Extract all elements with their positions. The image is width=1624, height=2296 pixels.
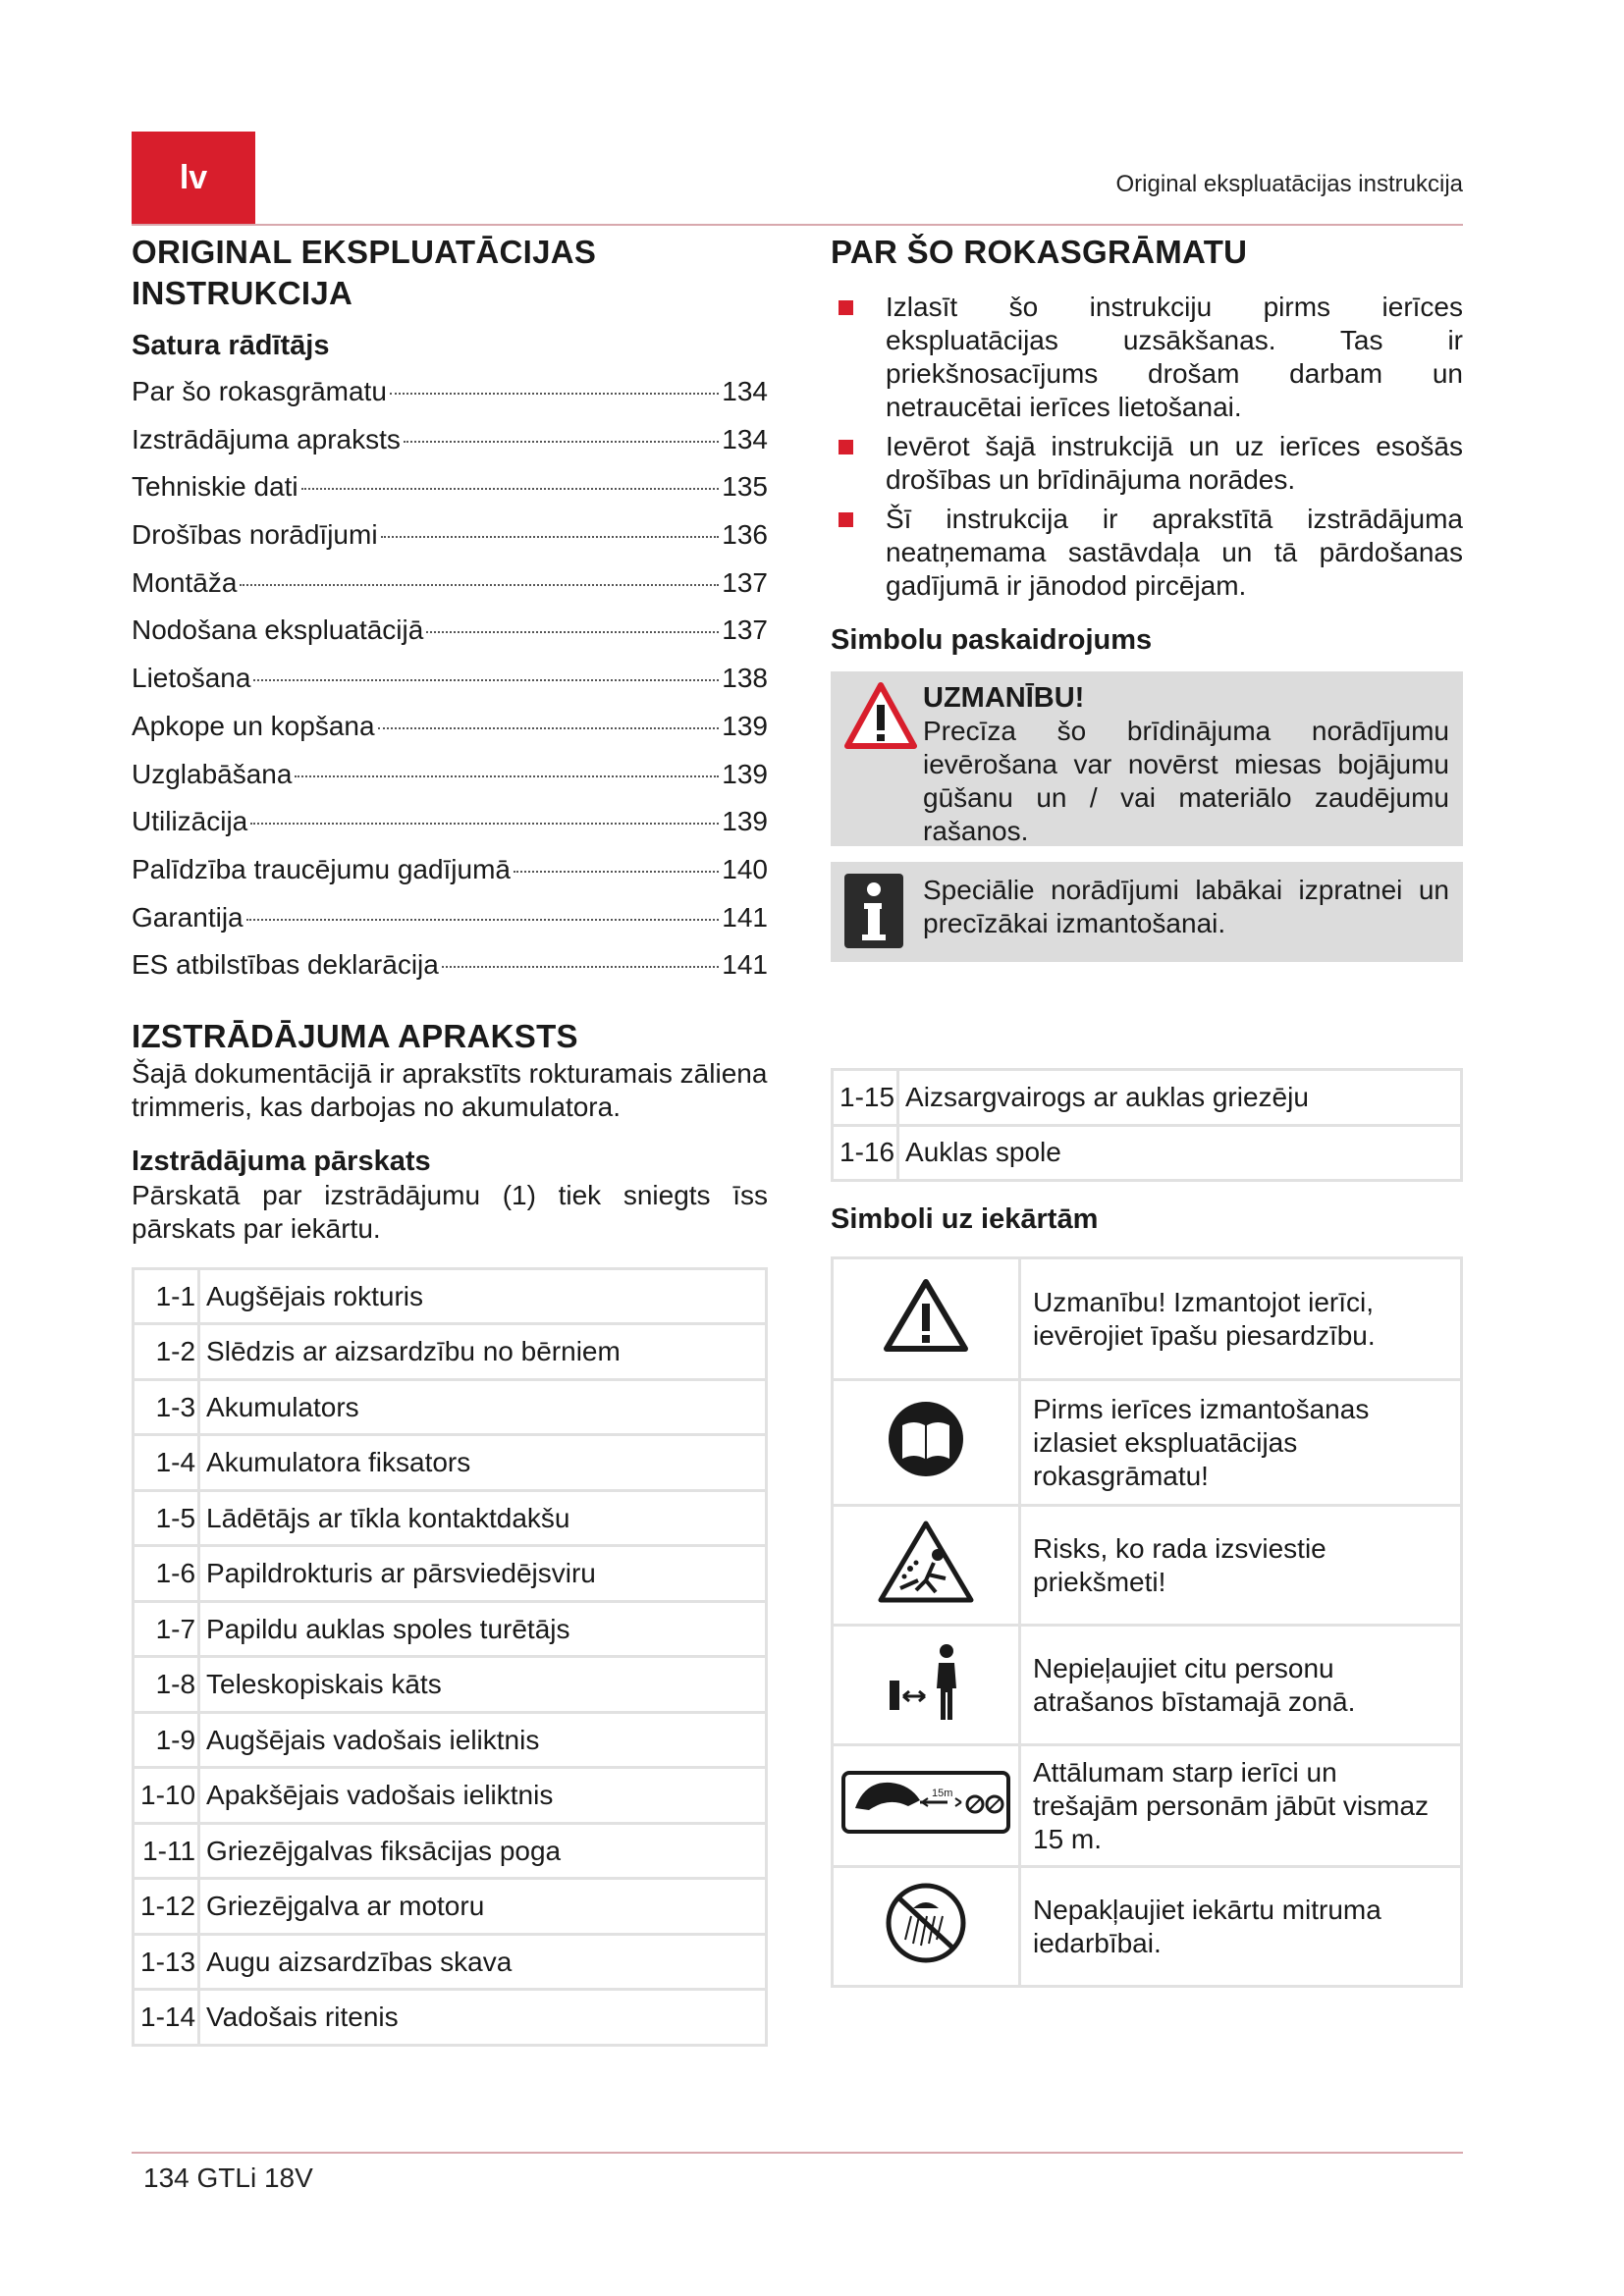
table-row: 1-15 Aizsargvairogs ar auklas griezēju bbox=[833, 1070, 1462, 1126]
about-manual-list bbox=[831, 291, 1463, 603]
bullet-square-icon bbox=[839, 440, 853, 454]
toc-row[interactable]: Garantija 141 bbox=[132, 901, 768, 933]
toc-row[interactable]: Drošības norādījumi 136 bbox=[132, 519, 768, 551]
toc-row[interactable]: Utilizācija 139 bbox=[132, 806, 768, 837]
list-item: Ievērot šajā instrukcijā un uz ierīces esošās drošības un brīdinājuma norādes. bbox=[831, 430, 1463, 497]
table-row: 1-6 Papildrokturis ar pārsviedējsviru bbox=[134, 1546, 767, 1602]
table-row: 1-10 Apakšējais vadošais ieliktnis bbox=[134, 1768, 767, 1824]
table-row: 1-8 Teleskopiskais kāts bbox=[134, 1657, 767, 1713]
right-column bbox=[831, 232, 1463, 1988]
main-title bbox=[132, 232, 768, 314]
flying-objects-icon bbox=[833, 1506, 1020, 1626]
bullet-square-icon bbox=[839, 512, 853, 527]
table-row: 1-12 Griezējgalva ar motoru bbox=[134, 1879, 767, 1935]
warning-notice bbox=[831, 671, 1463, 846]
list-item: Izlasīt šo instrukciju pirms ierīces ekspluatācijas uzsākšanas. Tas ir priekšnosacījums drošam darbam un netraucētai ierīces lietošanai. bbox=[831, 291, 1463, 424]
product-description-title: IZSTRĀDĀJUMA APRAKSTS bbox=[132, 1017, 578, 1054]
main-title-line2: INSTRUKCIJA bbox=[132, 275, 353, 311]
table-row: Nepieļaujiet citu personu atrašanos bīstamajā zonā. bbox=[833, 1626, 1462, 1745]
table-row: 1-9 Augšējais vadošais ieliktnis bbox=[134, 1712, 767, 1768]
toc-title: Satura rādītājs bbox=[132, 330, 330, 361]
table-row: Nepakļaujiet iekārtu mitruma iedarbībai. bbox=[833, 1867, 1462, 1987]
about-manual-title: PAR ŠO ROKASGRĀMATU bbox=[831, 234, 1248, 270]
table-row: 1-1 Augšējais rokturis bbox=[134, 1268, 767, 1324]
parts-table-continued bbox=[831, 1068, 1463, 1182]
person-distance-icon bbox=[833, 1626, 1020, 1745]
table-row: 1-4 Akumulatora fiksators bbox=[134, 1435, 767, 1491]
language-tab: lv bbox=[132, 132, 255, 224]
left-column bbox=[132, 232, 768, 2047]
toc-row[interactable]: Lietošana 138 bbox=[132, 663, 768, 694]
header-rule bbox=[132, 224, 1463, 226]
warning-triangle-icon bbox=[833, 1258, 1020, 1380]
toc-row[interactable]: Montāža 137 bbox=[132, 566, 768, 598]
warning-triangle-icon bbox=[844, 681, 917, 757]
table-row: 1-14 Vadošais ritenis bbox=[134, 1990, 767, 2046]
warning-text: Precīza šo brīdinājuma norādījumu ievērošana var novērst miesas bojājumu gūšanu un / vai materiālo zaudējumu rašanos. bbox=[923, 716, 1449, 846]
toc-row[interactable]: Nodošana ekspluatācijā 137 bbox=[132, 614, 768, 646]
table-row: 1-7 Papildu auklas spoles turētājs bbox=[134, 1601, 767, 1657]
table-row: 15m Attālumam starp ierīci un trešajām personām jābūt vismaz 15 m. bbox=[833, 1745, 1462, 1867]
toc-row[interactable]: Uzglabāšana 139 bbox=[132, 758, 768, 789]
toc-row[interactable]: Tehniskie dati 135 bbox=[132, 471, 768, 503]
warning-heading: UZMANĪBU! bbox=[923, 682, 1085, 714]
toc-row[interactable]: Apkope un kopšana 139 bbox=[132, 710, 768, 741]
toc-row[interactable]: Izstrādājuma apraksts 134 bbox=[132, 423, 768, 454]
manual-book-icon bbox=[833, 1380, 1020, 1506]
table-row: 1-2 Slēdzis ar aizsardzību no bērniem bbox=[134, 1324, 767, 1380]
table-row: 1-5 Lādētājs ar tīkla kontaktdakšu bbox=[134, 1490, 767, 1546]
table-row: 1-16 Auklas spole bbox=[833, 1125, 1462, 1181]
product-overview-text: Pārskatā par izstrādājumu (1) tiek sniegts īss pārskats par iekārtu. bbox=[132, 1179, 768, 1244]
page-footer: 134 GTLi 18V bbox=[143, 2163, 313, 2193]
table-row: 1-13 Augu aizsardzības skava bbox=[134, 1934, 767, 1990]
table-row: Uzmanību! Izmantojot ierīci, ievērojiet īpašu piesardzību. bbox=[833, 1258, 1462, 1380]
toc-row[interactable]: Palīdzība traucējumu gadījumā 140 bbox=[132, 853, 768, 884]
footer-rule bbox=[132, 2152, 1463, 2154]
no-rain-icon bbox=[833, 1867, 1020, 1987]
info-text: Speciālie norādījumi labākai izpratnei un precīzākai izmantošanai. bbox=[923, 875, 1449, 938]
distance-15m-icon bbox=[833, 1745, 1020, 1867]
bullet-square-icon bbox=[839, 300, 853, 315]
table-row: 1-3 Akumulators bbox=[134, 1379, 767, 1435]
machine-symbols-title: Simboli uz iekārtām bbox=[831, 1203, 1099, 1235]
product-description-text: Šajā dokumentācijā ir aprakstīts rokturamais zāliena trimmeris, kas darbojas no akumulatora. bbox=[132, 1057, 768, 1122]
info-icon bbox=[844, 874, 917, 953]
machine-symbols-table bbox=[831, 1256, 1463, 1988]
list-item: Šī instrukcija ir aprakstītā izstrādājuma neatņemama sastāvdaļa un tā pārdošanas gadījumā ir jānodod pircējam. bbox=[831, 503, 1463, 603]
parts-table bbox=[132, 1267, 768, 2047]
table-row: 1-11 Griezējgalvas fiksācijas poga bbox=[134, 1823, 767, 1879]
main-title-line1: ORIGINAL EKSPLUATĀCIJAS bbox=[132, 234, 597, 270]
header-title: Original ekspluatācijas instrukcija bbox=[1115, 171, 1463, 197]
table-row: Risks, ko rada izsviestie priekšmeti! bbox=[833, 1506, 1462, 1626]
table-row: Pirms ierīces izmantošanas izlasiet ekspluatācijas rokasgrāmatu! bbox=[833, 1380, 1462, 1506]
info-notice bbox=[831, 862, 1463, 962]
distance-15m-label: 15m bbox=[932, 1787, 953, 1799]
toc-row[interactable]: ES atbilstības deklarācija 141 bbox=[132, 949, 768, 981]
symbols-explanation-title: Simbolu paskaidrojums bbox=[831, 624, 1153, 656]
product-overview-title: Izstrādājuma pārskats bbox=[132, 1145, 431, 1177]
toc-row[interactable]: Par šo rokasgrāmatu 134 bbox=[132, 376, 768, 406]
table-of-contents bbox=[132, 375, 768, 996]
